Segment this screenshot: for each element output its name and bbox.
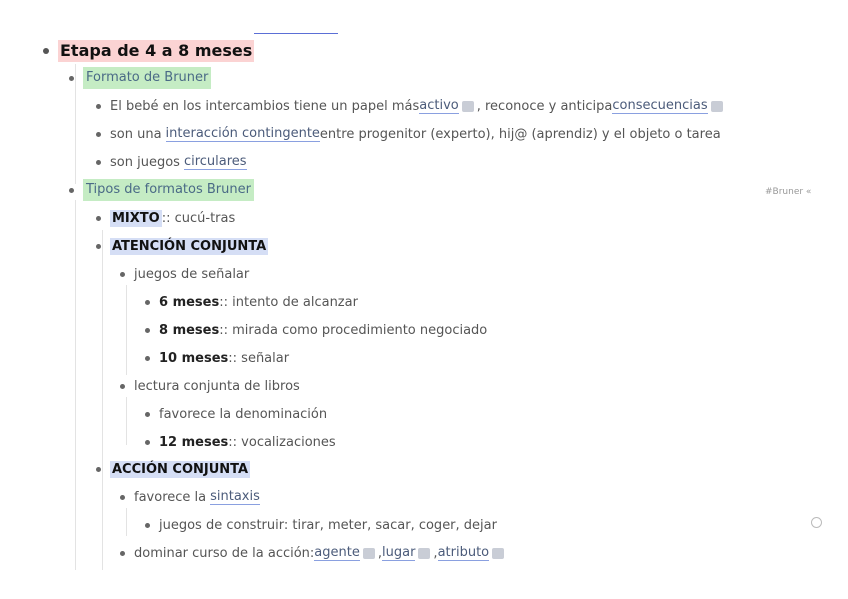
- item-text: :: vocalizaciones: [228, 434, 336, 450]
- item-text: ,: [377, 545, 382, 561]
- attribute-key: 10 meses: [159, 350, 229, 366]
- item-text: , reconoce y anticipa: [476, 98, 613, 114]
- bullet-icon[interactable]: [96, 216, 101, 221]
- highlight-key: MIXTO: [112, 210, 160, 226]
- outline-item[interactable]: [0, 204, 848, 232]
- outline-item[interactable]: [0, 120, 848, 148]
- bullet-icon[interactable]: [96, 160, 101, 165]
- outline-item[interactable]: [0, 92, 848, 120]
- item-text: favorece la: [134, 489, 207, 505]
- bullet-icon[interactable]: [145, 440, 150, 445]
- outline-item[interactable]: [0, 37, 848, 65]
- bullet-icon[interactable]: [96, 467, 101, 472]
- bullet-icon[interactable]: [96, 104, 101, 109]
- bullet-icon[interactable]: [69, 76, 74, 81]
- page-link-sintaxis[interactable]: sintaxis: [210, 489, 260, 504]
- item-text: lectura conjunta de libros: [134, 378, 300, 394]
- item-text: dominar curso de la acción:: [134, 545, 315, 561]
- outline-item[interactable]: [0, 428, 848, 456]
- page-link-interaccion[interactable]: interacción contingente: [165, 126, 320, 141]
- outline-item[interactable]: [0, 372, 848, 400]
- bullet-icon[interactable]: [120, 495, 125, 500]
- item-text: son una: [110, 126, 162, 142]
- page-link-activo[interactable]: activo: [419, 98, 459, 113]
- bullet-icon[interactable]: [43, 48, 49, 54]
- attribute-key: 8 meses: [159, 322, 220, 338]
- settings-icon[interactable]: [811, 517, 822, 528]
- bullet-icon[interactable]: [145, 328, 150, 333]
- tag-bruner[interactable]: #Bruner «: [765, 187, 812, 197]
- block-reference-icon[interactable]: [711, 101, 723, 112]
- page-link-atributo[interactable]: atributo: [437, 545, 490, 560]
- bullet-icon[interactable]: [145, 300, 150, 305]
- outline-item[interactable]: [0, 455, 848, 483]
- outline-item[interactable]: [0, 511, 848, 539]
- item-text: son juegos: [110, 154, 180, 170]
- item-text: El bebé en los intercambios tiene un papel más: [110, 98, 420, 114]
- outline-item[interactable]: [0, 232, 848, 260]
- bullet-icon[interactable]: [69, 188, 74, 193]
- attribute-key: 12 meses: [159, 434, 229, 450]
- item-text: ,: [433, 545, 438, 561]
- item-text: :: cucú-tras: [161, 210, 236, 226]
- outline-item[interactable]: [0, 148, 848, 176]
- item-text: juegos de señalar: [134, 266, 250, 282]
- item-text: :: señalar: [228, 350, 290, 366]
- heading-text[interactable]: Etapa de 4 a 8 meses: [60, 41, 253, 60]
- green-highlight-text[interactable]: [83, 179, 254, 201]
- page-link-circulares[interactable]: circulares: [183, 154, 247, 169]
- green-highlight-text[interactable]: Formato de Bruner: [83, 67, 211, 89]
- outline-item[interactable]: [0, 64, 848, 92]
- outline-item[interactable]: [0, 260, 848, 288]
- bullet-icon[interactable]: [145, 356, 150, 361]
- item-text: juegos de construir: tirar, meter, sacar, coger, dejar: [159, 517, 497, 533]
- outline-item[interactable]: [0, 344, 848, 372]
- bruner-link[interactable]: Bruner: [206, 182, 251, 197]
- outline-item[interactable]: [0, 483, 848, 511]
- section-heading: ATENCIÓN CONJUNTA: [112, 238, 267, 254]
- bullet-icon[interactable]: [120, 384, 125, 389]
- bullet-icon[interactable]: [145, 412, 150, 417]
- outline-item[interactable]: [0, 316, 848, 344]
- item-text: Tipos de formatos: [86, 182, 207, 197]
- block-reference-icon[interactable]: [462, 101, 474, 112]
- outline-item[interactable]: [0, 288, 848, 316]
- block-reference-icon[interactable]: [492, 548, 504, 559]
- outline-item[interactable]: [0, 400, 848, 428]
- item-text: :: intento de alcanzar: [219, 294, 358, 310]
- block-reference-icon[interactable]: [363, 548, 375, 559]
- block-reference-icon[interactable]: [418, 548, 430, 559]
- bullet-icon[interactable]: [120, 551, 125, 556]
- item-text: :: mirada como procedimiento negociado: [219, 322, 488, 338]
- item-text: entre progenitor (experto), hij@ (aprendiz) y el objeto o tarea: [319, 126, 721, 142]
- bullet-icon[interactable]: [96, 244, 101, 249]
- outline-item[interactable]: [0, 539, 848, 567]
- outline-item[interactable]: [0, 176, 848, 204]
- top-link-underline: [254, 33, 338, 34]
- page-link-agente[interactable]: agente: [314, 545, 360, 560]
- page-link-lugar[interactable]: lugar: [382, 545, 416, 560]
- attribute-key: 6 meses: [159, 294, 220, 310]
- page-link-consecuencias[interactable]: consecuencias: [612, 98, 708, 113]
- section-heading: ACCIÓN CONJUNTA: [112, 461, 249, 477]
- bullet-icon[interactable]: [120, 272, 125, 277]
- item-text: favorece la denominación: [159, 406, 328, 422]
- tag-label: #Bruner: [765, 187, 804, 197]
- bullet-icon[interactable]: [145, 523, 150, 528]
- bullet-icon[interactable]: [96, 132, 101, 137]
